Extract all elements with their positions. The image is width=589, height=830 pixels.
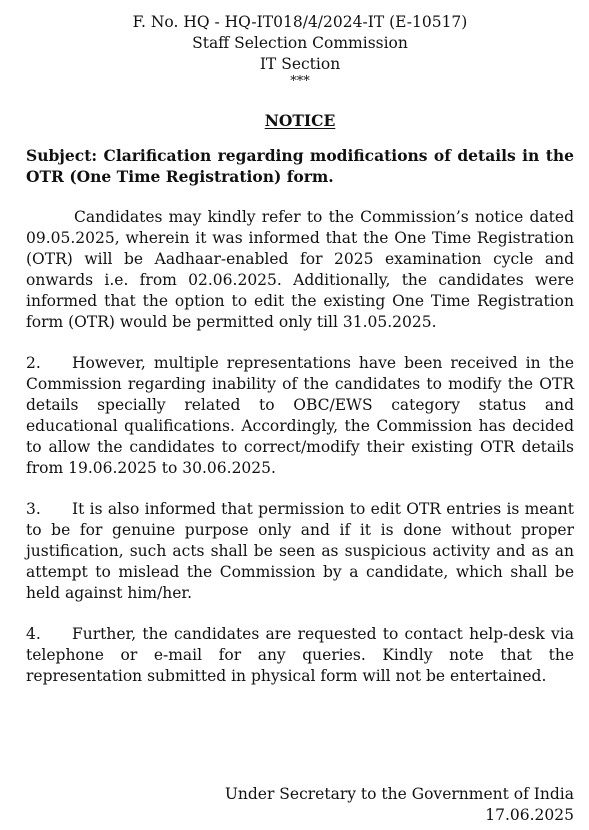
- paragraph-number: 3.: [26, 500, 41, 518]
- paragraph-text: Further, the candidates are requested to contact help-desk via telephone or e-mail for any queries. Kindly note that the representation submitted in physical form will not be entertained.: [26, 625, 574, 685]
- signatory-designation: Under Secretary to the Government of India: [224, 785, 574, 803]
- paragraph-2: [26, 353, 574, 479]
- paragraph-number: 4.: [26, 625, 41, 643]
- organization-name: Staff Selection Commission: [192, 34, 408, 52]
- paragraph-3: [26, 499, 574, 604]
- paragraph-text: However, multiple representations have been received in the Commission regarding inability of the candidates to modify the OTR details specially related to OBC/EWS category status and educational qualifications. Accordingly, the Commission has decided to allow the candidates to correct/modify their existing OTR details from 19.06.2025 to 30.06.2025.: [26, 354, 574, 477]
- paragraph-1: [26, 207, 574, 333]
- section-name: IT Section: [259, 55, 341, 73]
- paragraph-number: 2.: [26, 354, 41, 372]
- letter-header: [26, 12, 574, 75]
- file-number: F. No. HQ - HQ-IT018/4/2024-IT (E-10517): [132, 13, 468, 31]
- signature-date: 17.06.2025: [485, 806, 574, 824]
- paragraph-text: It is also informed that permission to edit OTR entries is meant to be for genuine purpose only and if it is done without proper justification, such acts shall be seen as suspicious activity and as an attempt to mislead the Commission by a candidate, which shall be held against him/her.: [26, 500, 574, 602]
- notice-document: [26, 12, 574, 687]
- signature-block: [225, 784, 574, 826]
- paragraph-4: [26, 624, 574, 687]
- notice-title: NOTICE: [264, 111, 336, 130]
- paragraph-text: Candidates may kindly refer to the Commission’s notice dated 09.05.2025, wherein it was informed that the One Time Registration (OTR) will be Aadhaar-enabled for 2025 examination cycle and onwards i.e. from 02.06.2025. Additionally, the candidates were informed that the option to edit the existing One Time Registration form (OTR) would be permitted only till 31.05.2025.: [26, 208, 574, 331]
- subject-line: Subject: Clarification regarding modifications of details in the OTR (One Time Registration) form.: [26, 146, 574, 186]
- header-separator: ***: [290, 74, 310, 89]
